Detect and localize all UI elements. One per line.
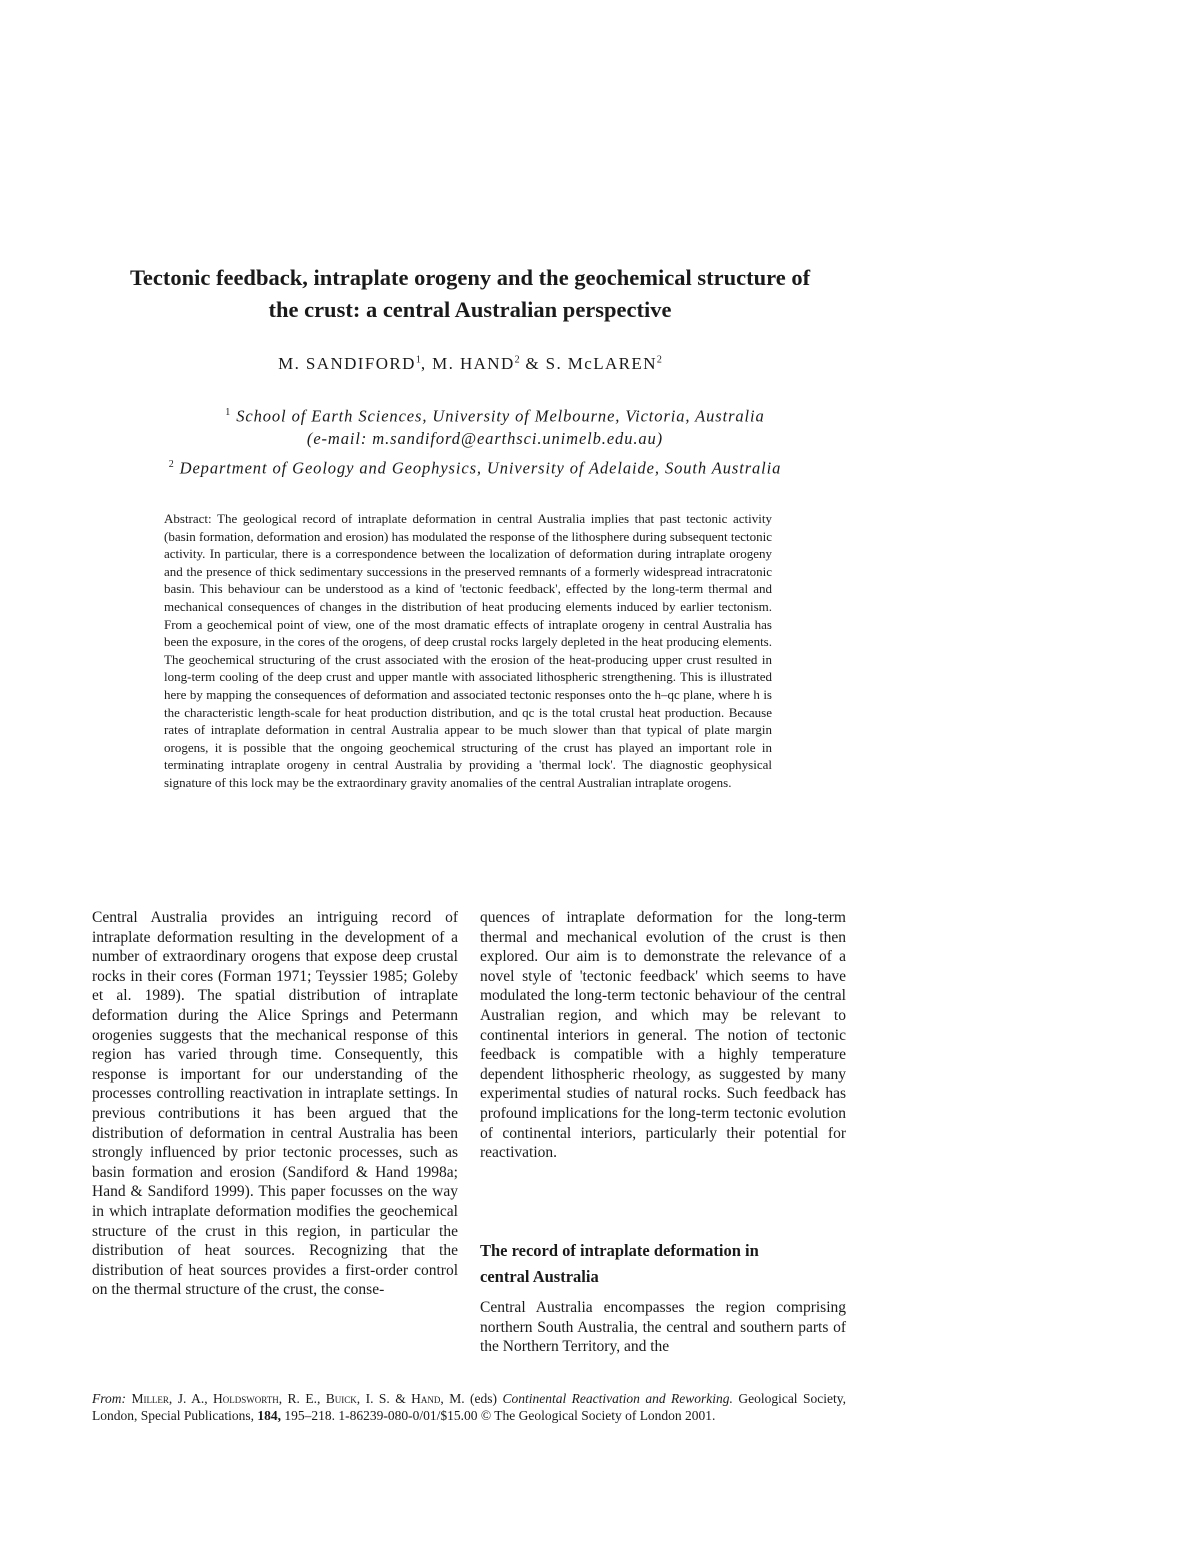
author-name: M. HAND (432, 354, 515, 373)
footer-publisher: Geological Society, London, Special Publications, (92, 1391, 846, 1423)
author-name: M. SANDIFORD (278, 354, 416, 373)
footer-pages-isbn: 195–218. 1-86239-080-0/01/$15.00 © The Geological Society of London 2001. (284, 1408, 716, 1423)
affiliation-1: $^1$ School of Earth Sciences, University of Melbourne, Victoria, Australia (225, 406, 765, 426)
author-list: M. SANDIFORD$^1$, M. HAND$^2$ & S. McLAREN$^2$ (278, 354, 662, 373)
abstract-label: Abstract: (164, 511, 212, 526)
footer-from-label: From: (92, 1391, 126, 1406)
abstract (164, 510, 772, 792)
title-line-2: the crust: a central Australian perspective (268, 297, 672, 322)
footer-volume: 184, (257, 1408, 281, 1423)
citation-footer (92, 1390, 846, 1424)
body-column-left: Central Australia provides an intriguing record of intraplate deformation resulting in the development of a number of extraordinary orogens that expose deep crustal rocks in their cores (Forman 1971; Teyssier 1985; Goleby et al. 1989). The spatial distribution of intraplate deformation during the Alice Springs and Petermann orogenies suggests that the mechanical response of this region has varied through time. Consequently, this response is important for our understanding of the processes controlling reactivation in intraplate settings. In previous contributions it has been argued that the distribution of deformation in central Australia has been strongly influenced by prior tectonic processes, such as basin formation and erosion (Sandiford & Hand 1998a; Hand & Sandiford 1999). This paper focusses on the way in which intraplate deformation modifies the geochemical structure of the crust in this region, in particular the distribution of heat sources. Recognizing that the distribution of heat sources provides a first-order control on the thermal structure of the crust, the conse- (92, 909, 458, 1299)
author-affil-mark: 1 (415, 354, 421, 366)
author-affil-mark: 2 (514, 354, 520, 366)
body-column-right: quences of intraplate deformation for the long-term thermal and mechanical evolution of the crust is then explored. Our aim is to demonstrate the relevance of a novel style of 'tectonic feedback' which seems to have modulated the long-term tectonic behaviour of the central Australian region, and which may be relevant to continental interiors in general. The notion of tectonic feedback is compatible with a highly temperature dependent lithospheric rheology, as suggested by many experimental studies of natural rocks. Such feedback has profound implications for the long-term tectonic evolution of continental interiors, particularly their potential for reactivation. (480, 909, 846, 1162)
footer-book-title: Continental Reactivation and Reworking. (502, 1391, 733, 1406)
section-heading: The record of intraplate deformation in central Australia (480, 1241, 759, 1286)
affiliation-email: (e-mail: m.sandiford@earthsci.unimelb.edu.au) (306, 429, 664, 448)
paper-title (60, 262, 880, 326)
affiliation-2: $^2$ Department of Geology and Geophysics, University of Adelaide, South Australia (168, 458, 782, 478)
title-line-1: Tectonic feedback, intraplate orogeny and the geochemical structure of (129, 265, 811, 290)
footer-editors: Miller, J. A., Holdsworth, R. E., Buick, I. S. & Hand, M. (131, 1391, 465, 1406)
footer-eds: (eds) (470, 1391, 498, 1406)
author-name: S. McLAREN (545, 354, 657, 373)
abstract-text: The geological record of intraplate deformation in central Australia implies that past tectonic activity (basin formation, deformation and erosion) has modulated the response of the lithosphere during subsequent tectonic activity. In particular, there is a correspondence between the localization of deformation during intraplate orogeny and the presence of thick sedimentary successions in the preserved remnants of a formerly widespread intracratonic basin. This behaviour can be understood as a kind of 'tectonic feedback', effected by the long-term thermal and mechanical consequences of changes in the distribution of heat producing elements induced by earlier tectonism. From a geochemical point of view, one of the most dramatic effects of intraplate orogeny in central Australia has been the exposure, in the cores of the orogens, of deep crustal rocks largely depleted in the heat producing elements. The geochemical structuring of the crust associated with the erosion of the heat-producing upper crust resulted in long-term cooling of the deep crust and upper mantle with associated lithospheric strengthening. This is illustrated here by mapping the consequences of deformation and associated tectonic responses onto the h–qc plane, where h is the characteristic length-scale for heat production distribution, and qc is the total crustal heat production. Because rates of intraplate deformation in central Australia appear to be much slower than that typical of plate margin orogens, it is possible that the ongoing geochemical structuring of the crust has played an important role in terminating intraplate orogeny in central Australia by providing a 'thermal lock'. The diagnostic geophysical signature of this lock may be the extraordinary gravity anomalies of the central Australian intraplate orogens. (164, 511, 772, 790)
author-affil-mark: 2 (656, 354, 662, 366)
body-column-right-continued: Central Australia encompasses the region comprising northern South Australia, the central and southern parts of the Northern Territory, and the (480, 1299, 846, 1356)
